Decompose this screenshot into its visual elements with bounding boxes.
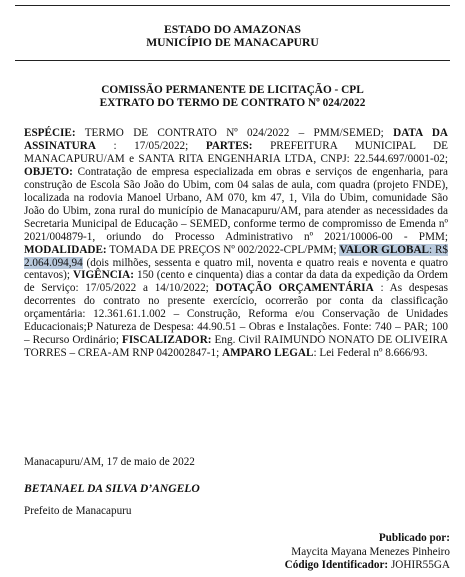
document-title: [15, 84, 450, 110]
signer-name: BETANAEL DA SILVA D’ANGELO: [24, 482, 200, 495]
state-name: ESTADO DO AMAZONAS: [164, 23, 301, 36]
identifier-label: Código Identificador:: [284, 559, 389, 572]
fiscalizador-value: Eng. Civil RAIMUNDO NONATO DE OLIVEIRA TORRES – CREA-AM RNP 042002847-1;: [24, 334, 448, 360]
amparo-legal-label: AMPARO LEGAL: [221, 347, 314, 360]
data-assinatura-value: : 17/05/2022;: [95, 139, 206, 152]
fiscalizador-label: FISCALIZADOR:: [121, 334, 212, 347]
identifier-code: JOHIR55GA: [390, 559, 450, 572]
especie-label: ESPÉCIE:: [24, 127, 76, 139]
amparo-legal-value: : Lei Federal nº 8.666/93.: [313, 347, 428, 360]
objeto-value: Contratação de empresa especializada em obras e serviços de engenharia, para construção de Escola São João do Ubim, com 04 salas de aula, com quadra (projeto FNDE), localizada na rodovia Manoel Urbano, AM 070, km 47, 1, Vila do Ubim, comunidade São João do Ubim, zona rural do município de Manacapuru/AM, para atender as necessidades da Secretaria Municipal de Educação – SEMED, conforme termo de compromisso de Emenda nº 2021/004879-1, oriundo do Processo Administrativo nº 2021/10006-00 - PMM;: [24, 165, 448, 243]
valor-global-label: VALOR GLOBAL: [339, 243, 429, 256]
modalidade-value: TOMADA DE PREÇOS Nº 002/2022-CPL/PMM;: [106, 243, 340, 256]
publisher-name: Maycita Mayana Menezes Pinheiro: [291, 545, 450, 558]
document-header: [15, 5, 450, 61]
dotacao-label: DOTAÇÃO ORÇAMENTÁRIA: [215, 282, 374, 295]
data-assinatura-label: DATA DA ASSINATURA: [24, 127, 448, 152]
published-by-label: Publicado por:: [378, 532, 450, 544]
municipality-name: MUNICÍPIO DE MANACAPURU: [146, 36, 319, 49]
dotacao-value: : As despesas decorrentes do contrato no presente exercício, ocorrerão por conta da classificação orçamentária: 12.361.61.1.002 – Construção, Reforma e/ou Conservação de Unidades Educacionais;P Natureza de Despesa: 44.90.51 – Obras e Instalações. Fonte: 740 – PAR; 100 – Recurso Ordinário;: [24, 282, 448, 347]
especie-value: TERMO DE CONTRATO Nº 024/2022 – PMM/SEMED;: [75, 127, 394, 139]
partes-label: PARTES:: [205, 139, 253, 152]
modalidade-label: MODALIDADE:: [24, 243, 107, 256]
signer-role: Prefeito de Manacapuru: [24, 505, 132, 517]
contract-extract-title: EXTRATO DO TERMO DE CONTRATO Nº 024/2022: [99, 97, 366, 109]
partes-value: PREFEITURA MUNICIPAL DE MANACAPURU/AM e SANTA RITA ENGENHARIA LTDA, CNPJ: 22.544.697/0001-02;: [24, 139, 448, 165]
vigencia-label: VIGÊNCIA:: [73, 269, 134, 282]
valor-global-extenso: (dois milhões, sessenta e quatro mil, noventa e quatro reais e noventa e quatro centavos);: [24, 256, 448, 282]
commission-title: COMISSÃO PERMANENTE DE LICITAÇÃO - CPL: [101, 84, 364, 96]
publication-footer: [285, 532, 450, 573]
place-date: Manacapuru/AM, 17 de maio de 2022: [24, 456, 195, 468]
contract-body: [24, 127, 448, 360]
valor-global-amount: : R$ 2.064.094,94: [24, 243, 448, 269]
objeto-label: OBJETO:: [24, 165, 73, 178]
vigencia-value: 150 (cento e cinquenta) dias a contar da data da expedição da Ordem de Serviço: 17/05/2022 a 14/10/2022;: [24, 269, 448, 295]
